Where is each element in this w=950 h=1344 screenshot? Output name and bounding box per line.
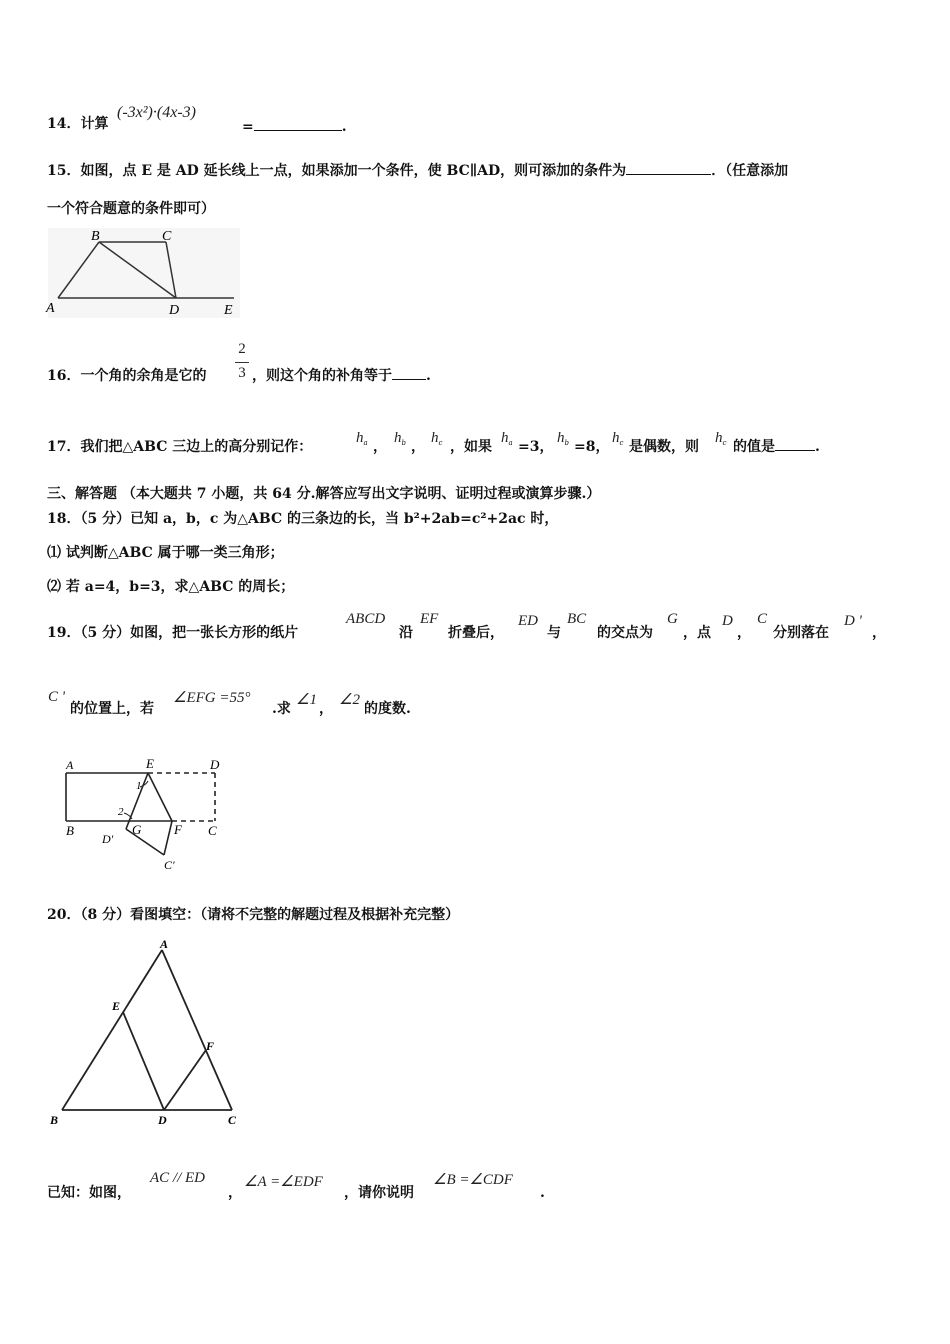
q15-figure (44, 228, 244, 320)
label-a: A (66, 758, 74, 772)
answer-blank[interactable] (775, 438, 815, 451)
target-angles: ∠B =∠CDF (433, 1172, 513, 1188)
question-20: 20．（8 分）看图填空：（请将不完整的解题过程及根据补充完整） (47, 907, 460, 923)
label-c: C (208, 823, 217, 838)
q15-text: 15．如图，点 E 是 AD 延长线上一点，如果添加一个条件，使 BC∥AD，则可添加的条件为 (47, 163, 627, 179)
h-c-symbol: $h_c$ (715, 430, 727, 447)
label-e: E (146, 756, 154, 771)
label-d: D (169, 303, 180, 318)
h-a-symbol: $h_a$ (356, 430, 368, 447)
question-16: 16．一个角的余角是它的 (47, 368, 207, 384)
side-ab (62, 950, 162, 1110)
label-d-prime: D' (102, 832, 114, 846)
answer-blank[interactable] (254, 118, 342, 131)
q14-answer-line: = . (242, 119, 347, 135)
label-c: C (162, 229, 172, 244)
q16-answer-line: ，则这个角的补角等于 . (252, 368, 431, 384)
label-angle-1: 1 (136, 780, 142, 792)
q17-answer-line: 的值是 . (733, 439, 820, 455)
label-f: F (174, 822, 182, 837)
h-c-symbol: $h_c$ (612, 430, 624, 447)
q19-figure (60, 755, 240, 875)
label-d: D (158, 1113, 167, 1127)
h-a-symbol: $h_a$ (501, 430, 513, 447)
label-b: B (91, 229, 100, 244)
question-17: 17．我们把△ABC 三边上的高分别记作： (47, 439, 313, 455)
question-15: 15．如图，点 E 是 AD 延长线上一点，如果添加一个条件，使 BC∥AD，则可添加的条件为 ．（任意添加 (47, 163, 789, 179)
label-a: A (46, 301, 55, 316)
label-e: E (112, 999, 121, 1013)
label-b: B (50, 1113, 59, 1127)
q14-expression: (-3x²)·(4x-3) (117, 104, 196, 121)
fraction-numerator: 2 (238, 341, 246, 357)
question-19: 19．（5 分）如图，把一张长方形的纸片 (47, 625, 299, 641)
h-b-symbol: $h_b$ (557, 430, 569, 447)
answer-blank[interactable] (626, 162, 711, 175)
q20-given: 已知：如图， (47, 1185, 131, 1201)
label-angle-2: 2 (118, 806, 124, 818)
segment-df (164, 1050, 206, 1110)
given-parallel: AC // ED (150, 1170, 205, 1186)
q20-figure (44, 938, 244, 1130)
label-c-prime: C' (164, 858, 175, 872)
label-b: B (66, 823, 74, 838)
label-g: G (132, 822, 142, 837)
q18-part-2: ⑵ 若 a=4，b=3，求△ABC 的周长； (47, 579, 295, 595)
segment-ed (123, 1012, 164, 1110)
edge-cprime-f (164, 821, 172, 855)
fold-line-ef (148, 773, 172, 821)
label-d: D (210, 757, 220, 772)
h-c-symbol: $h_c$ (431, 430, 443, 447)
question-18: 18．（5 分）已知 a，b，c 为△ABC 的三条边的长，当 b²+2ab=c²+2ac 时， (47, 511, 559, 527)
label-e: E (224, 303, 233, 318)
section-heading: 三、解答题 （本大题共 7 小题，共 64 分.解答应写出文字说明、证明过程或演算步骤.） (47, 486, 601, 502)
question-14 (47, 115, 108, 133)
label-f: F (206, 1039, 215, 1053)
label-a: A (160, 937, 169, 951)
label-c: C (228, 1113, 237, 1127)
q18-part-1: ⑴ 试判断△ABC 属于哪一类三角形； (47, 545, 284, 561)
fraction-denominator: 3 (238, 365, 246, 381)
given-angle: ∠EFG =55° (173, 690, 251, 706)
q15-text-line2: 一个符合题意的条件即可） (47, 201, 215, 217)
fraction-bar (235, 362, 249, 363)
q14-number: 14．计算 (47, 116, 109, 132)
side-ac (162, 950, 232, 1110)
given-angles: ∠A =∠EDF (244, 1174, 323, 1190)
h-b-symbol: $h_b$ (394, 430, 406, 447)
answer-blank[interactable] (392, 367, 426, 380)
